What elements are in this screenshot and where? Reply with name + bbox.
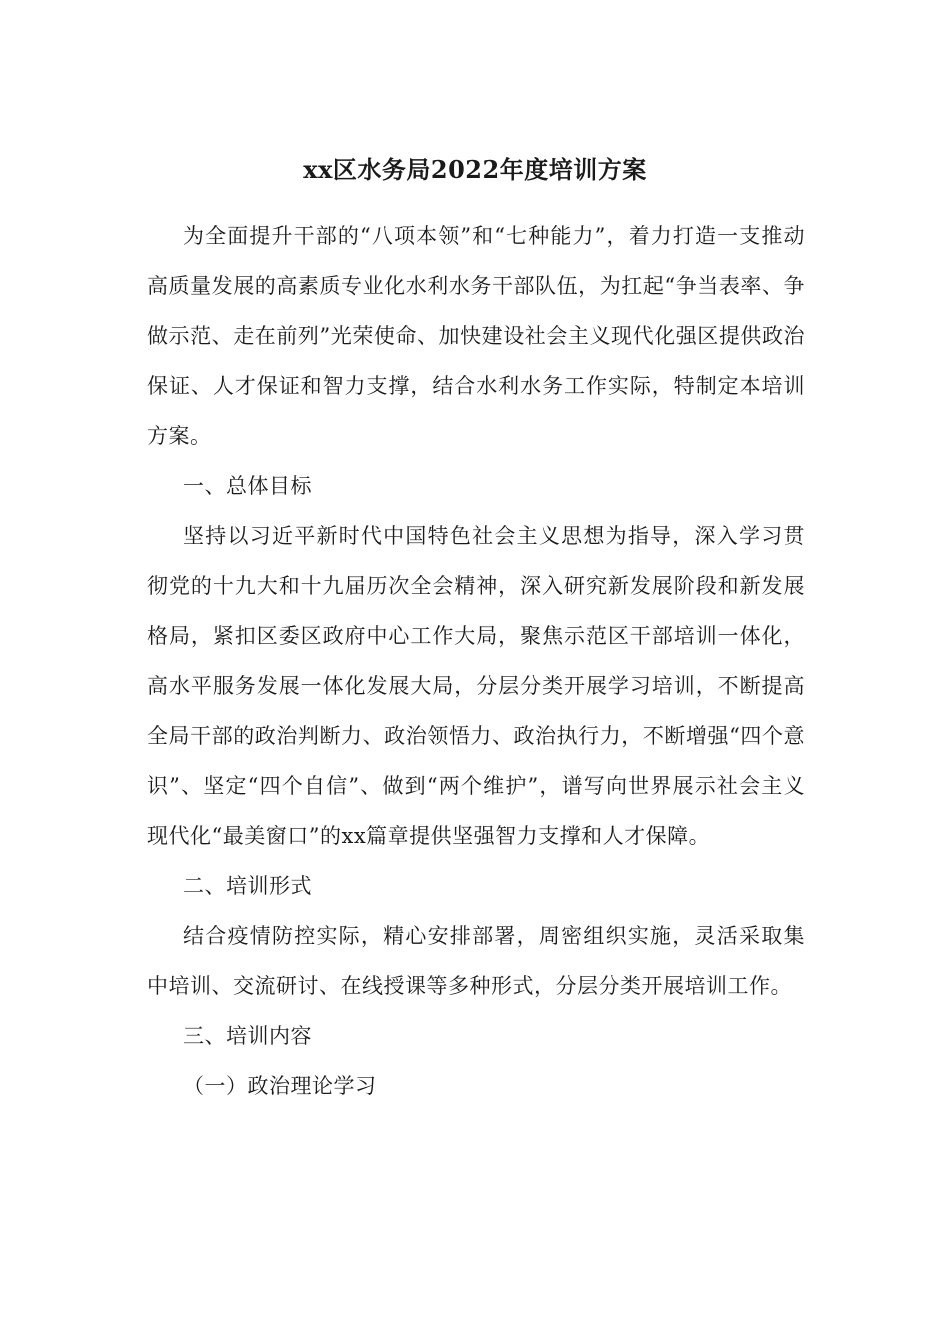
training-format-paragraph: 结合疫情防控实际，精心安排部署，周密组织实施，灵活采取集中培训、交流研讨、在线授课等多种形式，分层分类开展培训工作。 (147, 924, 805, 998)
overall-goal-paragraph: 坚持以习近平新时代中国特色社会主义思想为指导，深入学习贯彻党的十九大和十九届历次全会精神，深入研究新发展阶段和新发展格局，紧扣区委区政府中心工作大局，聚焦示范区干部培训一体化，高水平服务发展一体化发展大局，分层分类开展学习培训，不断提高全局干部的政治判断力、政治领悟力、政治执行力，不断增强“四个意识”、坚定“四个自信”、做到“两个维护”，谱写向世界展示社会主义现代化“最美窗口”的xx篇章提供坚强智力支撑和人才保障。 (147, 524, 805, 848)
section-heading-training-format: 二、培训形式 (183, 874, 312, 898)
section-heading-overall-goal: 一、总体目标 (183, 474, 312, 498)
document-body (147, 211, 805, 1111)
section-heading-training-content: 三、培训内容 (183, 1024, 312, 1048)
intro-paragraph: 为全面提升干部的“八项本领”和“七种能力”，着力打造一支推动高质量发展的高素质专业化水利水务干部队伍，为扛起“争当表率、争做示范、走在前列”光荣使命、加快建设社会主义现代化强区提供政治保证、人才保证和智力支撑，结合水利水务工作实际，特制定本培训方案。 (147, 224, 805, 448)
subsection-heading-political-theory: （一）政治理论学习 (183, 1074, 377, 1098)
document-title: xx区水务局2022年度培训方案 (303, 155, 647, 184)
